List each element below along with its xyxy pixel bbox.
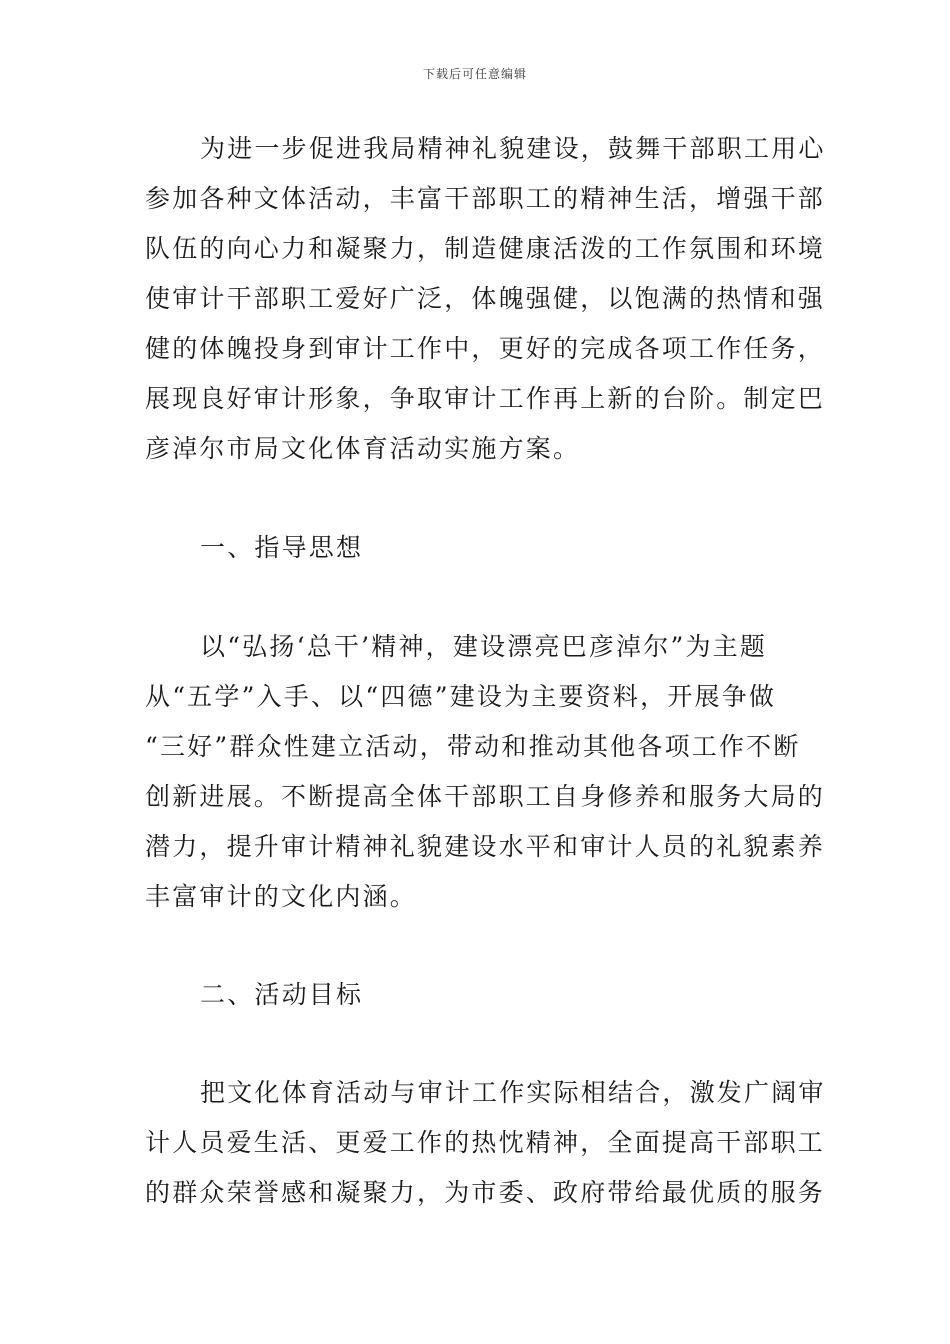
paragraph-line: 从“五学”入手、以“四德”建设为主要资料，开展争做 xyxy=(145,682,777,711)
activity-goals-paragraph xyxy=(145,1068,826,1218)
paragraph-line: 展现良好审计形象，争取审计工作再上新的台阶。制定巴 xyxy=(145,384,826,413)
paragraph-line: 彦淖尔市局文化体育活动实施方案。 xyxy=(145,434,581,463)
paragraph-line: 丰富审计的文化内涵。 xyxy=(145,882,418,911)
paragraph-line: 队伍的向心力和凝聚力，制造健康活泼的工作氛围和环境 xyxy=(145,234,826,263)
paragraph-line: 健的体魄投身到审计工作中，更好的完成各项工作任务， xyxy=(145,334,826,363)
paragraph-line: 参加各种文体活动，丰富干部职工的精神生活，增强干部 xyxy=(145,184,826,213)
paragraph-line: 把文化体育活动与审计工作实际相结合，激发广阔审 xyxy=(200,1078,826,1107)
paragraph-line: 计人员爱生活、更爱工作的热忱精神，全面提高干部职工 xyxy=(145,1128,826,1157)
section-heading-activity-goals: 二、活动目标 xyxy=(200,980,364,1009)
paragraph-line: 潜力，提升审计精神礼貌建设水平和审计人员的礼貌素养 xyxy=(145,832,826,861)
page-header: 下载后可任意编辑 xyxy=(422,67,527,81)
paragraph-line: 使审计干部职工爱好广泛，体魄强健，以饱满的热情和强 xyxy=(145,284,826,313)
paragraph-line: “三好”群众性建立活动，带动和推动其他各项工作不断 xyxy=(145,732,801,761)
paragraph-line: 为进一步促进我局精神礼貌建设，鼓舞干部职工用心 xyxy=(200,134,826,163)
paragraph-line: 以“弘扬‘总干’精神，建设漂亮巴彦淖尔”为主题 xyxy=(200,632,768,661)
intro-paragraph xyxy=(145,124,826,474)
paragraph-line: 的群众荣誉感和凝聚力，为市委、政府带给最优质的服务 xyxy=(145,1178,826,1207)
paragraph-line: 创新进展。不断提高全体干部职工自身修养和服务大局的 xyxy=(145,782,826,811)
section-heading-guiding-thought: 一、指导思想 xyxy=(200,533,364,562)
guiding-thought-paragraph xyxy=(145,622,826,922)
